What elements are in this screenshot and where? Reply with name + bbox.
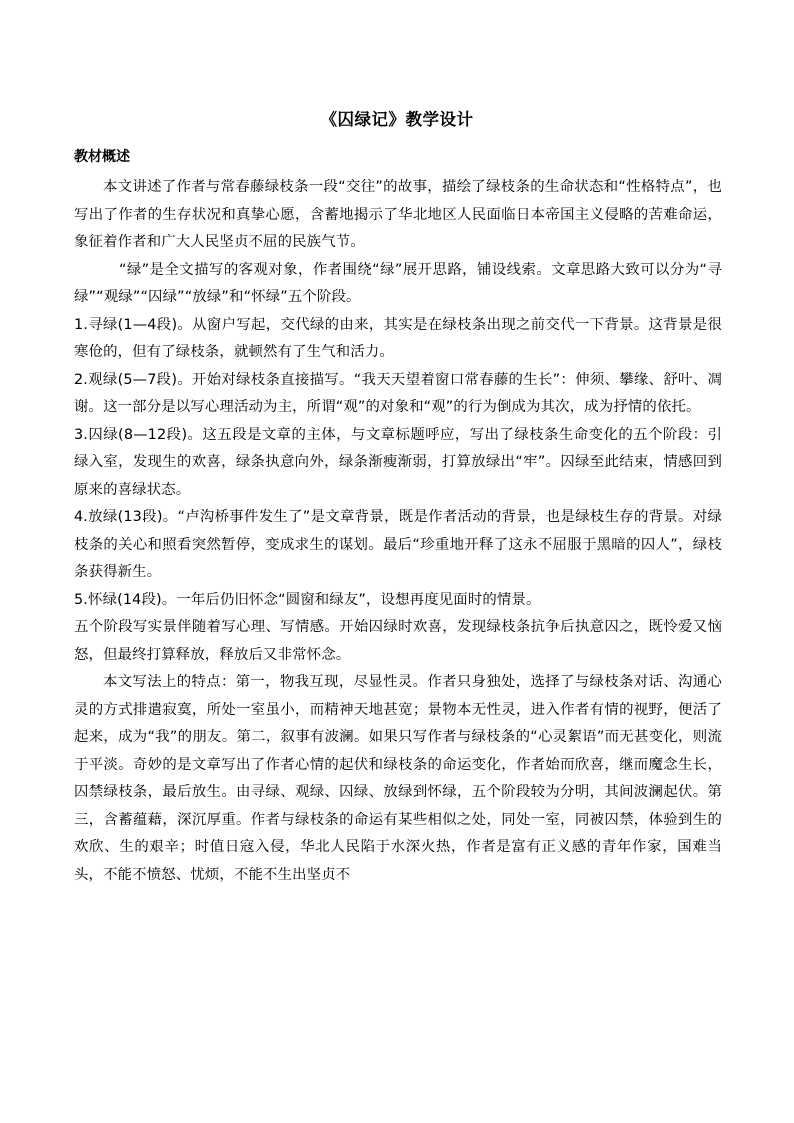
document-body (74, 174, 722, 889)
section-heading: 教材概述 (74, 149, 130, 165)
paragraph-stage-5: 5.怀绿(14段)。一年后仍旧怀念“圆窗和绿友”，设想再度见面时的情景。 (74, 591, 541, 608)
paragraph-stage-2: 2.观绿(5—7段)。开始对绿枝条直接描写。“我天天望着窗口常春藤的生长”：伸须、攀缘、舒叶、凋谢。这一部分是以写心理活动为主，所谓“观”的对象和“观”的行为倒成为其次，成为抒情的依托。 (74, 371, 722, 415)
paragraph-structure: “绿”是全文描写的客观对象，作者围绕“绿”展开思路，铺设线索。文章思路大致可以分为“寻绿”“观绿”“囚绿”“放绿”和“怀绿”五个阶段。 (74, 261, 722, 305)
document-title: 《囚绿记》教学设计 (320, 110, 474, 129)
paragraph-features: 本文写法上的特点：第一，物我互现，尽显性灵。作者只身独处，选择了与绿枝条对话、沟通心灵的方式排遣寂寞，所处一室虽小，而精神天地甚宽；景物本无性灵，进入作者有情的视野，便活了起来，成为“我”的朋友。第二，叙事有波澜。如果只写作者与绿枝条的“心灵絮语”而无甚变化，则流于平淡。奇妙的是文章写出了作者心情的起伏和绿枝条的命运变化，作者始而欣喜，继而魔念生长，囚禁绿枝条，最后放生。由寻绿、观绿、囚绿、放绿到怀绿，五个阶段较为分明，其间波澜起伏。第三，含蓄蕴藉，深沉厚重。作者与绿枝条的命运有某些相似之处，同处一室，同被囚禁，体验到生的欢欣、生的艰辛；时值日寇入侵，华北人民陷于水深火热，作者是富有正义感的青年作家，国难当头，不能不愤怒、忧烦，不能不生出坚贞不 (74, 674, 722, 883)
paragraph-stage-4: 4.放绿(13段)。“卢沟桥事件发生了”是文章背景，既是作者活动的背景，也是绿枝生存的背景。对绿枝条的关心和照看突然暂停，变成求生的谋划。最后“珍重地开释了这永不屈服于黑暗的囚人”，绿枝条获得新生。 (74, 509, 722, 580)
paragraph-overview: 本文讲述了作者与常春藤绿枝条一段“交往”的故事，描绘了绿枝条的生命状态和“性格特点”，也写出了作者的生存状况和真挚心愿，含蓄地揭示了华北地区人民面临日本帝国主义侵略的苦难命运，象征着作者和广大人民坚贞不屈的民族气节。 (74, 179, 722, 250)
paragraph-summary: 五个阶段写实景伴随着写心理、写情感。开始囚绿时欢喜，发现绿枝条抗争后执意囚之，既怜爱又恼怒，但最终打算释放，释放后又非常怀念。 (74, 619, 722, 663)
paragraph-stage-1: 1.寻绿(1—4段)。从窗户写起，交代绿的由来，其实是在绿枝条出现之前交代一下背景。这背景是很寒伧的，但有了绿枝条，就顿然有了生气和活力。 (74, 316, 722, 360)
paragraph-stage-3: 3.囚绿(8—12段)。这五段是文章的主体，与文章标题呼应，写出了绿枝条生命变化的五个阶段：引绿入室，发现生的欢喜，绿条执意向外，绿条渐瘦渐弱，打算放绿出“牢”。囚绿至此结束，情感回到原来的喜绿状态。 (74, 426, 722, 498)
